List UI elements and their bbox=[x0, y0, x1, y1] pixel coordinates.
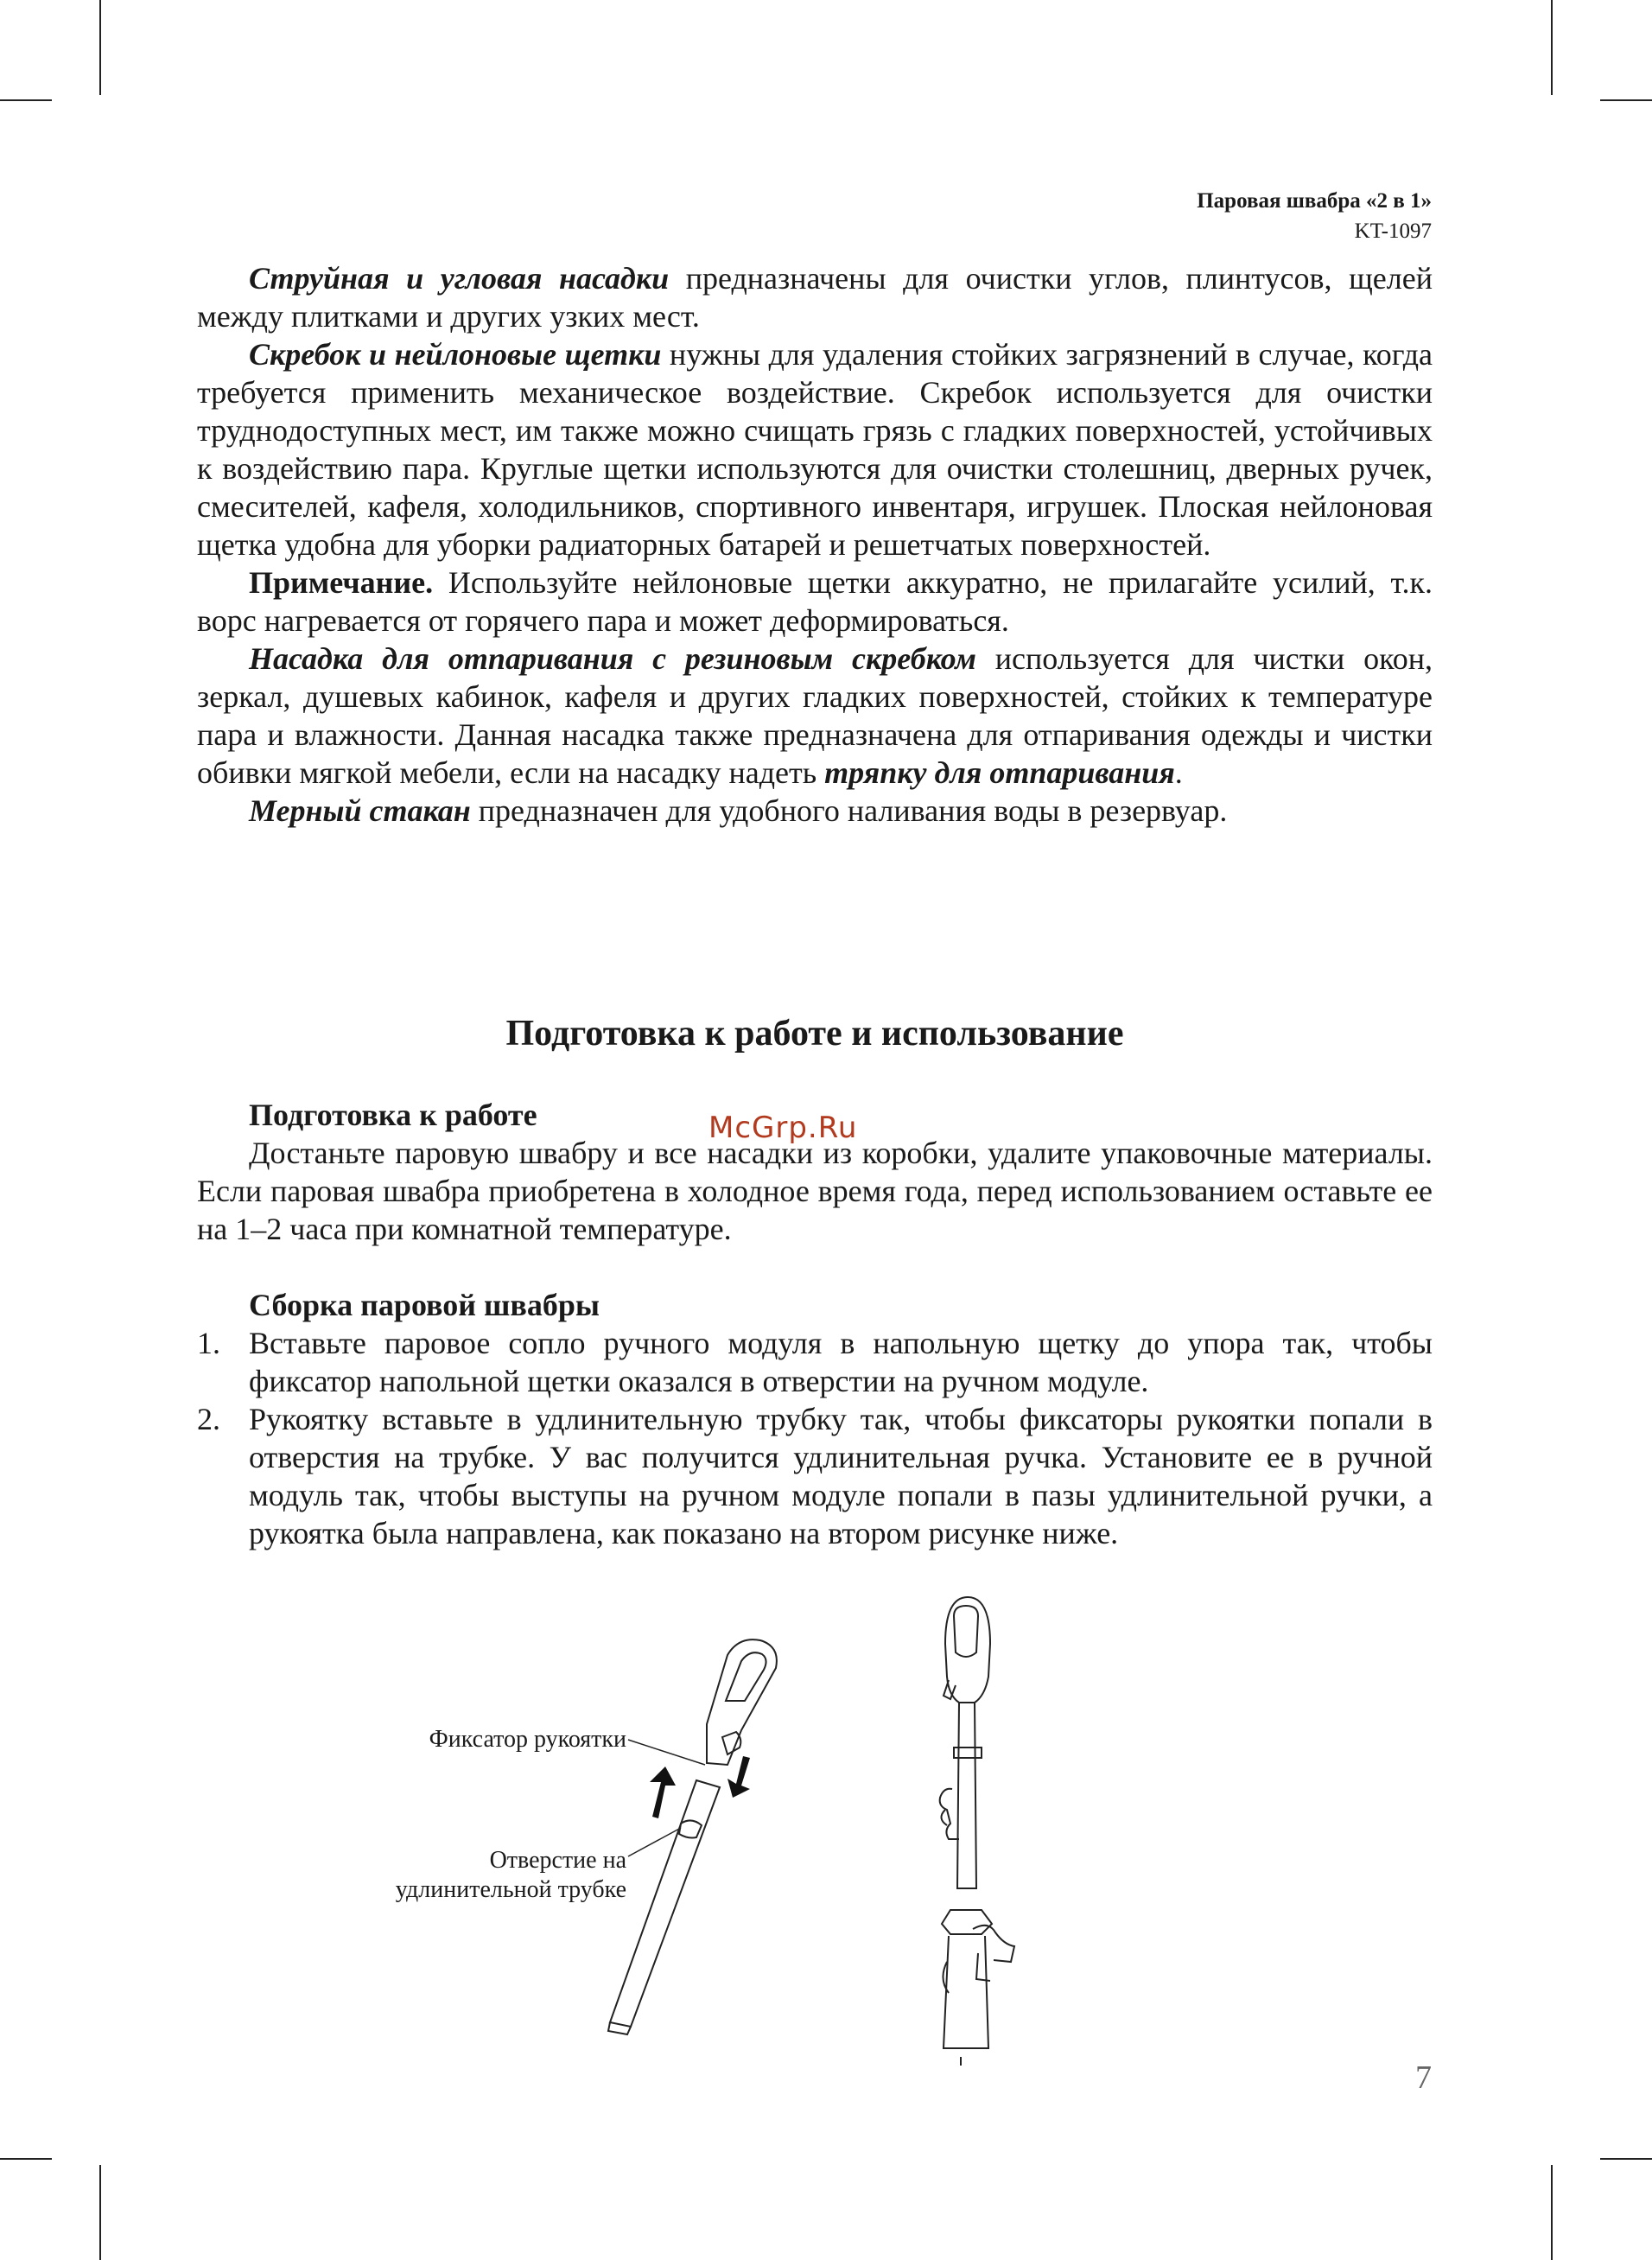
step-text: Рукоятку вставьте в удлинительную трубку так, чтобы фиксаторы рукоятки попали в отверстия на трубке. У вас получится удлинительная ручка. Установите ее в ручной модуль так, чтобы выступы на ручном модуле попали в пазы удлинительной ручки, а рукоятка была направлена, как показано на втором рисунке ниже. bbox=[249, 1402, 1433, 1550]
paragraph-text: . bbox=[1174, 755, 1183, 790]
paragraph-text: предназначен для удобного наливания воды в резервуар. bbox=[470, 793, 1228, 828]
page-number: 7 bbox=[1415, 2059, 1432, 2096]
subsection-heading: Подготовка к работе bbox=[249, 1098, 537, 1132]
paragraph-text: предназначены для очистки углов, плинтусов, щелей между плитками и других узких мест. bbox=[197, 261, 1433, 334]
paragraph-text: используется для чистки окон, зеркал, душевых кабинок, кафеля и других гладких поверхностей, стойких к температуре пара и влажности. Данная насадка также предназначена для отпаривания одежды и чистки обивки мягкой мебели, если на насадку надеть bbox=[197, 641, 1433, 790]
term: Струйная и угловая насадки bbox=[249, 261, 670, 296]
arrow-up-icon bbox=[650, 1767, 676, 1818]
step-text: Вставьте паровое сопло ручного модуля в напольную щетку до упора так, чтобы фиксатор напольной щетки оказался в отверстии на ручном модуле. bbox=[249, 1326, 1433, 1398]
paragraph-text: Используйте нейлоновые щетки аккуратно, не прилагайте усилий, т.к. ворс нагревается от горячего пара и может деформироваться. bbox=[197, 565, 1433, 638]
assembled-mop-illustration bbox=[940, 1597, 1014, 2066]
subsection-heading: Сборка паровой швабры bbox=[249, 1288, 600, 1322]
section-title: Подготовка к работе и использование bbox=[505, 1014, 1124, 1054]
arrow-down-icon bbox=[728, 1756, 750, 1798]
step-number: 2. bbox=[197, 1402, 220, 1436]
arrow-icons bbox=[650, 1756, 750, 1818]
term: тряпку для отпаривания bbox=[824, 755, 1175, 790]
paragraph: Достаньте паровую швабру и все насадки из коробки, удалите упаковочные материалы. Если паровая швабра приобретена в холодное время года, перед использованием оставьте ее на 1–2 часа при комнатной температуре. bbox=[197, 1136, 1433, 1246]
note-label: Примечание. bbox=[249, 565, 434, 600]
header-model: KT-1097 bbox=[1354, 220, 1432, 243]
leader-lines bbox=[628, 1740, 705, 1856]
term: Скребок и нейлоновые щетки bbox=[249, 337, 662, 372]
term: Мерный стакан bbox=[249, 793, 471, 828]
step-number: 1. bbox=[197, 1326, 220, 1360]
label-handle-latch: Фиксатор рукоятки bbox=[429, 1726, 626, 1753]
label-tube-hole: Отверстие на удлинительной трубке bbox=[395, 1847, 626, 1903]
handle-illustration bbox=[707, 1639, 777, 1765]
watermark: McGrp.Ru bbox=[708, 1111, 858, 1145]
extension-tube-illustration bbox=[608, 1780, 720, 2034]
term: Насадка для отпаривания с резиновым скребком bbox=[249, 641, 976, 676]
header-title: Паровая швабра «2 в 1» bbox=[1197, 189, 1432, 213]
paragraph-text: нужны для удаления стойких загрязнений в случае, когда требуется применить механическое воздействие. Скребок используется для очистки труднодоступных мест, им также можно счищать грязь с гладких поверхностей, устойчивых к воздействию пара. Круглые щетки используются для очистки столешниц, дверных ручек, смесителей, кафеля, холодильников, спортивного инвентаря, игрушек. Плоская нейлоновая щетка удобна для уборки радиаторных батарей и решетчатых поверхностей. bbox=[197, 337, 1433, 562]
